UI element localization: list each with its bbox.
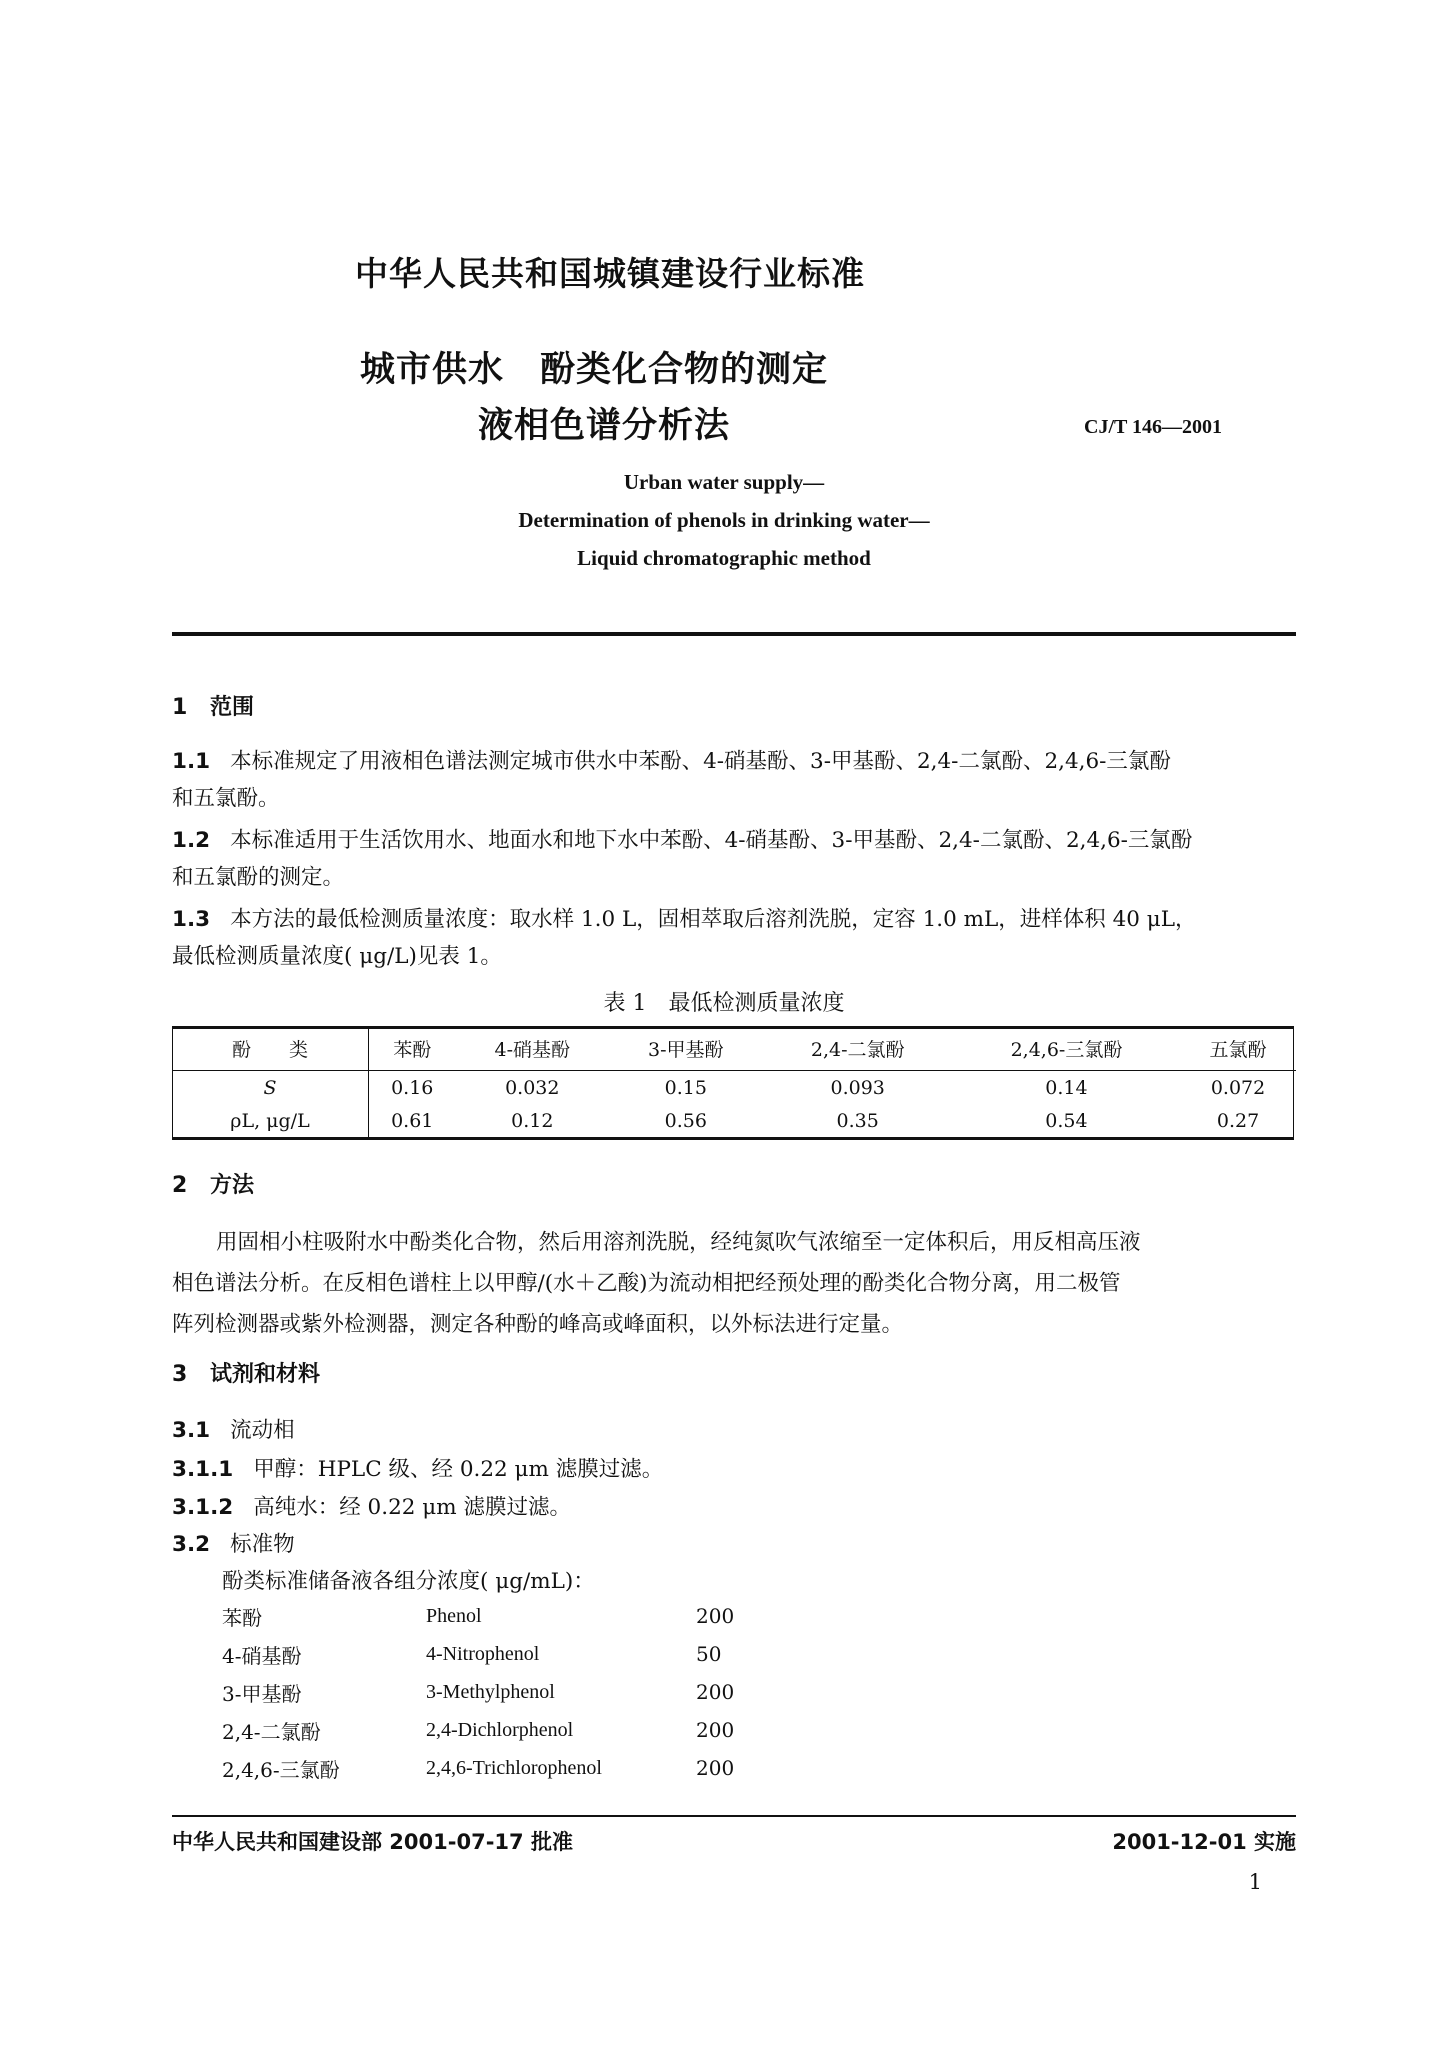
table-cell: 0.56 xyxy=(664,1109,707,1132)
footer-divider xyxy=(172,1815,1296,1817)
header-divider xyxy=(172,632,1296,636)
table-cell: 0.15 xyxy=(664,1076,707,1099)
table-row xyxy=(172,1071,1296,1105)
table-header-cell: 苯酚 xyxy=(369,1026,456,1071)
paragraph-line: 相色谱法分析。在反相色谱柱上以甲醇/(水＋乙酸)为流动相把经预处理的酚类化合物分离，用二极管 xyxy=(172,1271,1121,1296)
clause-text: 本方法的最低检测质量浓度：取水样 1.0 L，固相萃取后溶剂洗脱，定容 1.0 mL，进样体积 40 μL， xyxy=(230,907,1197,932)
section-1-heading xyxy=(172,690,254,721)
section-title: 试剂和材料 xyxy=(210,1362,321,1387)
list-item xyxy=(222,1749,756,1787)
section-2-heading xyxy=(172,1168,254,1199)
list-item xyxy=(222,1597,756,1635)
row-label: S xyxy=(172,1071,369,1105)
table-header-row xyxy=(172,1026,1296,1071)
table-cell: 0.27 xyxy=(1216,1109,1260,1132)
doc-title-line2: 液相色谱分析法 xyxy=(478,406,731,446)
clause-3-2 xyxy=(172,1527,295,1558)
table-header-cell: 2,4,6-三氯酚 xyxy=(953,1026,1180,1071)
table-cell: 0.093 xyxy=(830,1076,885,1099)
page-number: 1 xyxy=(1248,1870,1262,1894)
clause-number: 3.2 xyxy=(172,1532,211,1557)
clause-number: 3.1.1 xyxy=(172,1457,234,1482)
standard-en-name: Phenol xyxy=(426,1604,482,1627)
table-header-cell: 酚 类 xyxy=(172,1026,369,1071)
list-item xyxy=(222,1673,756,1711)
table-row xyxy=(172,1104,1296,1137)
standard-cn-name: 3-甲基酚 xyxy=(222,1681,302,1706)
stock-solution-intro: 酚类标准储备液各组分浓度( μg/mL)： xyxy=(222,1569,595,1594)
table-header-cell: 3-甲基酚 xyxy=(609,1026,763,1071)
standard-concentration: 200 xyxy=(696,1718,735,1742)
section-number: 3 xyxy=(172,1362,188,1387)
section-number: 2 xyxy=(172,1173,188,1198)
standard-en-name: 2,4-Dichlorphenol xyxy=(426,1718,574,1741)
table-cell: 0.35 xyxy=(836,1109,879,1132)
clause-1-1 xyxy=(172,743,1296,817)
english-title-line2: Determination of phenols in drinking water— xyxy=(518,508,930,532)
table-cell: 0.032 xyxy=(505,1076,560,1099)
table-cell: 0.54 xyxy=(1045,1109,1088,1132)
english-title-line3: Liquid chromatographic method xyxy=(577,546,871,570)
clause-3-1-1 xyxy=(172,1452,663,1483)
paragraph-line: 阵列检测器或紫外检测器，测定各种酚的峰高或峰面积，以外标法进行定量。 xyxy=(172,1312,904,1337)
standard-en-name: 3-Methylphenol xyxy=(426,1680,555,1703)
clause-3-1-2 xyxy=(172,1490,571,1521)
clause-number: 1.3 xyxy=(172,907,211,932)
clause-text: 本标准规定了用液相色谱法测定城市供水中苯酚、4-硝基酚、3-甲基酚、2,4-二氯酚、2,4,6-三氯酚 xyxy=(230,749,1171,774)
table-cell: 0.61 xyxy=(391,1109,434,1132)
clause-1-3 xyxy=(172,901,1296,975)
table-header-cell: 五氯酚 xyxy=(1180,1026,1296,1071)
standard-cn-name: 2,4,6-三氯酚 xyxy=(222,1757,340,1782)
clause-number: 3.1 xyxy=(172,1418,211,1443)
standard-en-name: 2,4,6-Trichlorophenol xyxy=(426,1756,602,1779)
clause-number: 1.1 xyxy=(172,749,211,774)
clause-text: 高纯水：经 0.22 μm 滤膜过滤。 xyxy=(253,1495,571,1520)
standard-en-name: 4-Nitrophenol xyxy=(426,1642,540,1665)
clause-text: 甲醇：HPLC 级、经 0.22 μm 滤膜过滤。 xyxy=(253,1457,664,1482)
detection-limit-table xyxy=(172,1026,1296,1137)
standard-code: CJ/T 146—2001 xyxy=(1084,416,1222,438)
table-cell: 0.14 xyxy=(1045,1076,1088,1099)
section-number: 1 xyxy=(172,695,188,720)
standard-concentration: 200 xyxy=(696,1680,735,1704)
clause-text: 流动相 xyxy=(230,1418,295,1443)
clause-1-2 xyxy=(172,822,1296,896)
clause-3-1 xyxy=(172,1413,295,1444)
clause-text-cont: 和五氯酚的测定。 xyxy=(172,865,345,890)
clause-text-cont: 和五氯酚。 xyxy=(172,786,280,811)
section-title: 范围 xyxy=(210,695,255,720)
table-cell: 0.12 xyxy=(511,1109,554,1132)
standard-category: 中华人民共和国城镇建设行业标准 xyxy=(355,254,865,293)
table-cell: 0.16 xyxy=(391,1076,434,1099)
standard-cn-name: 4-硝基酚 xyxy=(222,1643,302,1668)
clause-number: 3.1.2 xyxy=(172,1495,234,1520)
section-3-heading xyxy=(172,1357,320,1388)
method-paragraph xyxy=(172,1222,1296,1345)
standards-list xyxy=(222,1597,756,1787)
standard-concentration: 200 xyxy=(696,1604,735,1628)
table-cell: 0.072 xyxy=(1210,1076,1266,1099)
section-title: 方法 xyxy=(210,1173,255,1198)
english-title-line1: Urban water supply— xyxy=(623,470,825,494)
standard-concentration: 200 xyxy=(696,1756,735,1780)
standard-concentration: 50 xyxy=(696,1642,722,1666)
list-item xyxy=(222,1635,756,1673)
paragraph-line: 用固相小柱吸附水中酚类化合物，然后用溶剂洗脱，经纯氮吹气浓缩至一定体积后，用反相高压液 xyxy=(216,1230,1141,1255)
clause-number: 1.2 xyxy=(172,828,211,853)
table-header-cell: 4-硝基酚 xyxy=(456,1026,610,1071)
standard-cn-name: 2,4-二氯酚 xyxy=(222,1719,321,1744)
row-label: ρL, μg/L xyxy=(172,1104,369,1137)
doc-title-line1: 城市供水 酚类化合物的测定 xyxy=(360,350,829,390)
clause-text-cont: 最低检测质量浓度( μg/L)见表 1。 xyxy=(172,944,502,969)
clause-text: 本标准适用于生活饮用水、地面水和地下水中苯酚、4-硝基酚、3-甲基酚、2,4-二氯酚、2,4,6-三氯酚 xyxy=(230,828,1193,853)
table-header-cell: 2,4-二氯酚 xyxy=(763,1026,953,1071)
implementation-date: 2001-12-01 实施 xyxy=(1112,1830,1296,1854)
clause-text: 标准物 xyxy=(230,1532,295,1557)
table-caption: 表 1 最低检测质量浓度 xyxy=(603,991,845,1016)
approval-note: 中华人民共和国建设部 2001-07-17 批准 xyxy=(172,1830,573,1854)
list-item xyxy=(222,1711,756,1749)
standard-cn-name: 苯酚 xyxy=(222,1605,262,1630)
